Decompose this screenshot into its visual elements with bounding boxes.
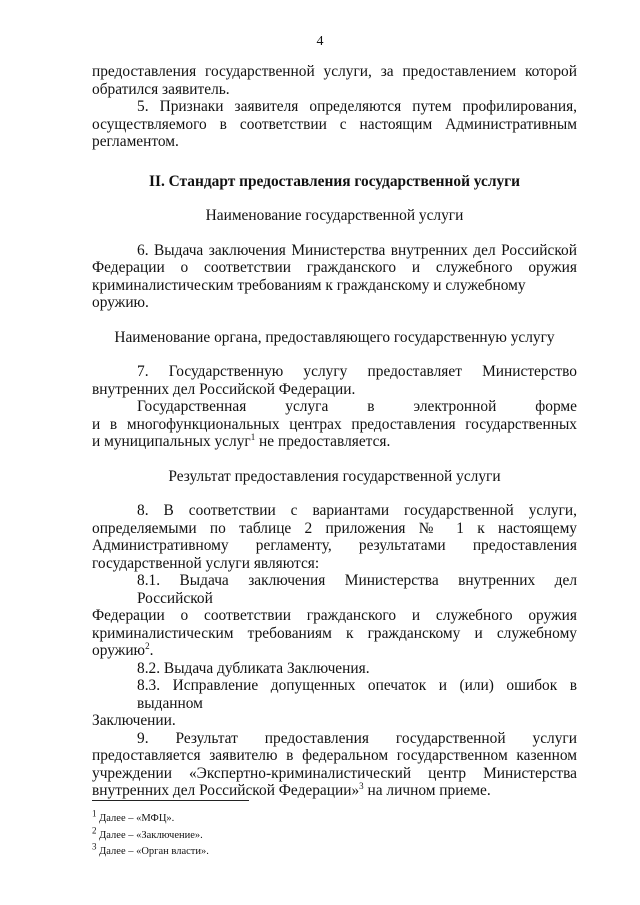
footnote-text: Далее – «Орган власти». <box>96 846 209 857</box>
footnote-text: Далее – «МФЦ». <box>96 813 175 824</box>
footnote-number: 2 <box>92 825 97 835</box>
text-line: Государственная услуга в электронной форме <box>137 398 577 415</box>
footnote-3 <box>92 841 392 861</box>
text-line: Федерации о соответствии гражданского и служебного оружия <box>92 607 577 624</box>
text-segment: не предоставляется. <box>255 433 391 450</box>
footnote-divider <box>92 800 249 801</box>
text-line: Заключении. <box>92 712 176 729</box>
text-line: учреждении «Экспертно-криминалистический центр Министерства <box>92 764 577 782</box>
paragraph-9 <box>92 730 577 800</box>
text-segment: на личном приеме. <box>363 782 491 799</box>
paragraph-7b <box>92 398 577 451</box>
text-line: определяемыми по таблице 2 приложения № 1 к настоящему <box>92 519 577 537</box>
paragraph-8-2: 8.2. Выдача дубликата Заключения. <box>137 659 370 677</box>
text-line: 7. Государственную услугу предоставляет Министерство <box>137 363 577 380</box>
footnotes <box>92 808 392 861</box>
text-line <box>92 433 577 451</box>
text-line: криминалистическим требованиям к гражданскому и служебному оружию. <box>92 276 526 311</box>
subheading-body-name: Наименование органа, предоставляющего государственную услугу <box>114 328 555 346</box>
text-segment: внутренних дел Российской Федерации» <box>92 782 360 799</box>
footnote-ref-2: 2 <box>145 640 150 651</box>
text-line: 9. Результат предоставления государственной услуги <box>137 729 577 747</box>
text-line: 6. Выдача заключения Министерства внутренних дел Российской <box>137 241 577 259</box>
text-line: 8.1. Выдача заключения Министерства внутренних дел Российской <box>137 572 577 607</box>
paragraph-intro <box>92 63 577 98</box>
subheading-result: Результат предоставления государственной услуги <box>168 467 501 485</box>
text-line: регламентом. <box>92 133 179 150</box>
text-line: предоставляется заявителю в федеральном государственном казенном <box>92 747 577 764</box>
page-number: 4 <box>316 34 324 49</box>
paragraph-8-1 <box>92 572 577 660</box>
text-line: Федерации о соответствии гражданского и служебного оружия <box>92 259 577 276</box>
footnote-text: Далее – «Заключение». <box>96 829 203 841</box>
footnote-1 <box>92 808 392 828</box>
footnote-number: 3 <box>92 841 97 852</box>
text-line <box>92 642 577 660</box>
text-line: государственной услуги являются: <box>92 554 320 572</box>
text-line: 8.3. Исправление допущенных опечаток и (или) ошибок в выданном <box>137 677 577 712</box>
text-line: криминалистическим требованиям к гражданскому и служебному <box>92 624 577 642</box>
paragraph-6 <box>92 242 577 312</box>
text-line: 8. В соответствии с вариантами государственной услуги, <box>137 502 577 519</box>
text-segment: оружию <box>92 642 146 659</box>
text-line: 5. Признаки заявителя определяются путем профилирования, <box>137 98 577 115</box>
text-segment: . <box>149 642 154 659</box>
text-line: предоставления государственной услуги, за предоставлением которой <box>92 63 577 80</box>
paragraph-8-3 <box>92 677 577 730</box>
section-heading: II. Стандарт предоставления государственной услуги <box>148 172 521 190</box>
footnote-2 <box>92 825 392 845</box>
text-line <box>92 782 577 800</box>
footnote-ref-3: 3 <box>359 780 364 791</box>
text-line: осуществляемого в соответствии с настоящим Административным <box>92 115 577 133</box>
document-body <box>92 63 577 800</box>
paragraph-8 <box>92 502 577 572</box>
text-line: и в многофункциональных центрах предоставления государственных <box>92 415 577 433</box>
paragraph-5 <box>92 98 577 151</box>
paragraph-7 <box>92 363 577 398</box>
text-line: внутренних дел Российской Федерации. <box>92 380 356 398</box>
footnote-number: 1 <box>92 808 97 819</box>
text-line: Административному регламенту, результатами предоставления <box>92 537 577 554</box>
subheading-service-name: Наименование государственной услуги <box>205 207 464 224</box>
text-line: обратился заявитель. <box>92 80 230 98</box>
text-segment: и муниципальных услуг <box>92 433 251 450</box>
footnote-ref-1: 1 <box>250 431 256 442</box>
